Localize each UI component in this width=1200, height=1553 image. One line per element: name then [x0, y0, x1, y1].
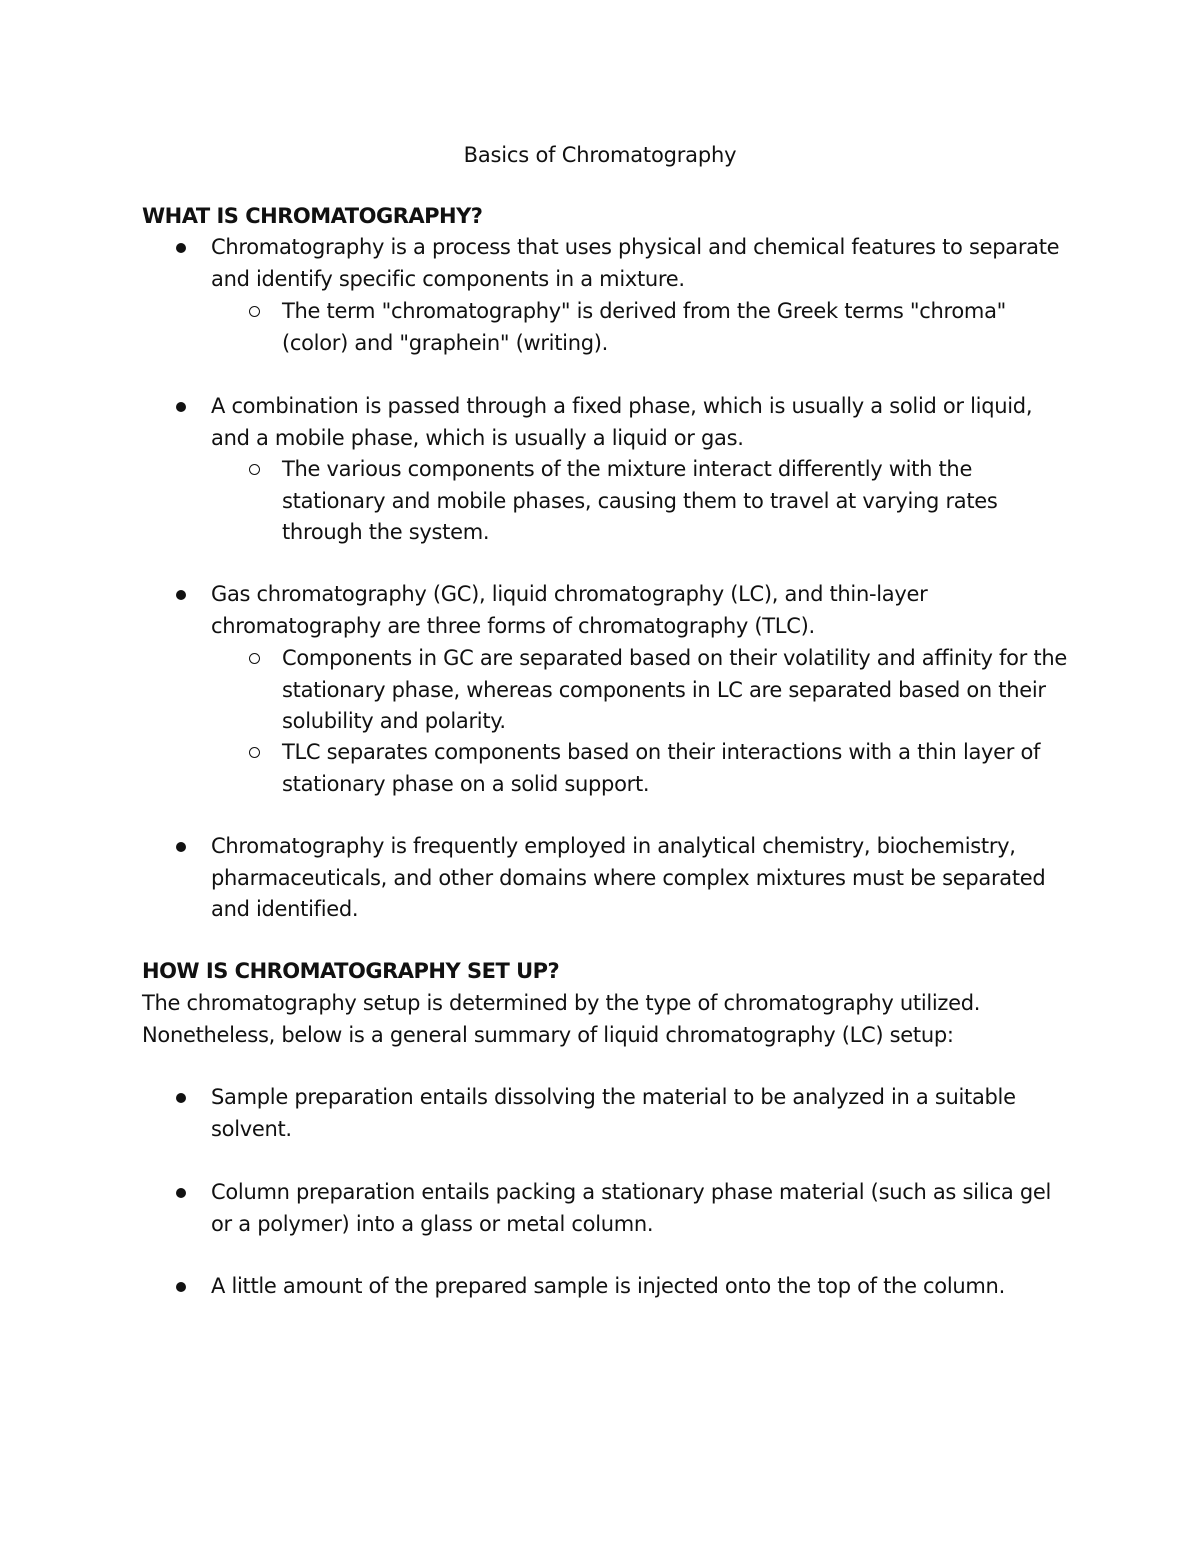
bullet-disc-icon [176, 402, 186, 412]
bullet-disc-icon [176, 1282, 186, 1292]
list-item: Chromatography is frequently employed in analytical chemistry, biochemistry, pharmaceuticals, and other domains where complex mixtures must be separated and identified. [211, 834, 1046, 921]
bullet-disc-icon [176, 590, 186, 600]
sub-list-item: TLC separates components based on their interactions with a thin layer of stationary phase on a solid support. [282, 740, 1041, 796]
sub-list-item: The various components of the mixture interact differently with the stationary and mobile phases, causing them to travel at varying rates through the system. [282, 457, 998, 544]
bullet-disc-icon [176, 1188, 186, 1198]
bullet-disc-icon [176, 243, 186, 253]
list-item: Gas chromatography (GC), liquid chromatography (LC), and thin-layer chromatography are three forms of chromatography (TLC). [211, 582, 928, 638]
section-intro-paragraph: The chromatography setup is determined by the type of chromatography utilized. Nonetheless, below is a general summary of liquid chromatography (LC) setup: [142, 991, 981, 1047]
list-item: Sample preparation entails dissolving the material to be analyzed in a suitable solvent. [211, 1085, 1016, 1141]
bullet-disc-icon [176, 1093, 186, 1103]
bullet-circle-icon [249, 747, 260, 758]
list-item: A combination is passed through a fixed phase, which is usually a solid or liquid, and a mobile phase, which is usually a liquid or gas. [211, 394, 1033, 450]
list-item: A little amount of the prepared sample is injected onto the top of the column. [211, 1274, 1005, 1298]
bullet-circle-icon [249, 653, 260, 664]
bullet-circle-icon [249, 306, 260, 317]
sub-list-item: The term "chromatography" is derived from the Greek terms "chroma" (color) and "graphein" (writing). [282, 299, 1006, 355]
list-item: Chromatography is a process that uses physical and chemical features to separate and identify specific components in a mixture. [211, 235, 1060, 291]
document-title: Basics of Chromatography [463, 143, 737, 167]
sub-list-item: Components in GC are separated based on their volatility and affinity for the stationary phase, whereas components in LC are separated based on their solubility and polarity. [282, 646, 1067, 733]
section-heading-how-is: HOW IS CHROMATOGRAPHY SET UP? [142, 959, 560, 983]
bullet-disc-icon [176, 842, 186, 852]
section-heading-what-is: WHAT IS CHROMATOGRAPHY? [142, 204, 483, 228]
list-item: Column preparation entails packing a stationary phase material (such as silica gel or a polymer) into a glass or metal column. [211, 1180, 1052, 1236]
bullet-circle-icon [249, 464, 260, 475]
